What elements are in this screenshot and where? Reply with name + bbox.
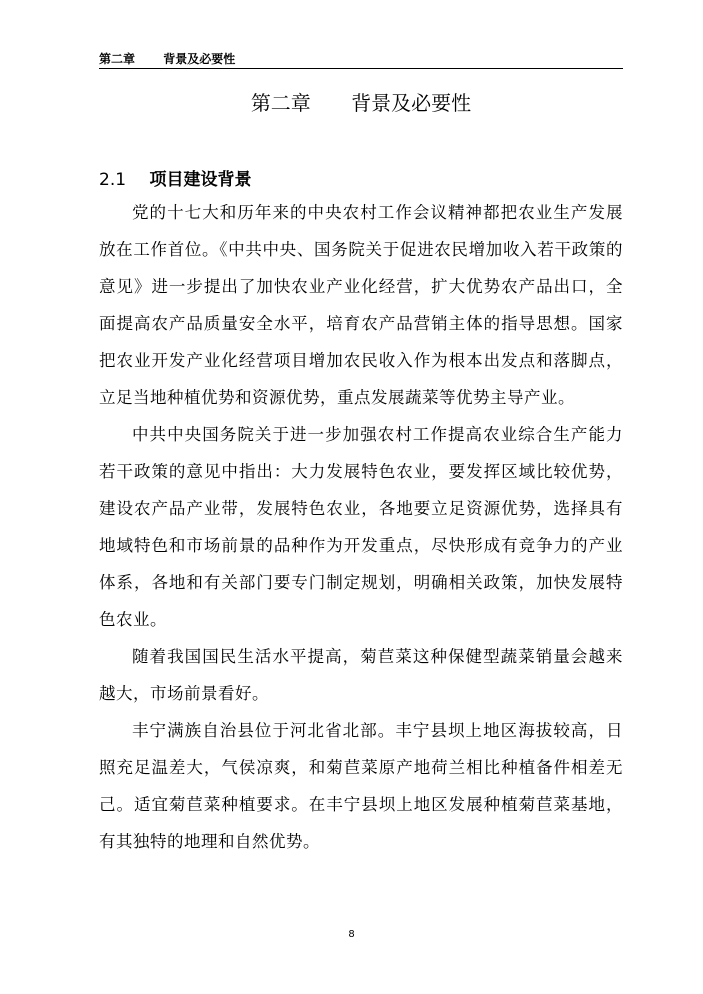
page-header xyxy=(99,50,623,69)
paragraph: 随着我国国民生活水平提高，菊苣菜这种保健型蔬菜销量会越来越大，市场前景看好。 xyxy=(99,647,623,703)
page-number: 8 xyxy=(348,929,355,940)
chapter-number: 第二章 xyxy=(250,91,311,115)
chapter-name: 背景及必要性 xyxy=(351,91,472,115)
paragraph: 丰宁满族自治县位于河北省北部。丰宁县坝上地区海拔较高，日照充足温差大，气侯凉爽，和菊苣菜原产地荷兰相比种植备件相差无己。适宜菊苣菜种植要求。在丰宁县坝上地区发展种植菊苣菜基地，有其独特的地理和自然优势。 xyxy=(99,721,623,851)
paragraph: 党的十七大和历年来的中央农村工作会议精神都把农业生产发展放在工作首位。《中共中央、国务院关于促进农民增加收入若干政策的意见》进一步提出了加快农业产业化经营，扩大优势农产品出口，全面提高农产品质量安全水平，培育农产品营销主体的指导思想。国家把农业开发产业化经营项目增加农民收入作为根本出发点和落脚点，立足当地种植优势和资源优势，重点发展蔬菜等优势主导产业。 xyxy=(99,203,623,407)
section-number: 2.1 xyxy=(99,170,127,190)
body-text xyxy=(99,194,623,860)
paragraph: 中共中央国务院关于进一步加强农村工作提高农业综合生产能力若干政策的意见中指出：大力发展特色农业，要发挥区域比较优势，建设农产品产业带，发展特色农业，各地要立足资源优势，选择具有地域特色和市场前景的品种作为开发重点，尽快形成有竞争力的产业体系，各地和有关部门要专门制定规划，明确相关政策，加快发展特色农业。 xyxy=(99,425,623,629)
header-title: 背景及必要性 xyxy=(163,52,236,66)
chapter-title xyxy=(99,88,623,118)
section-heading xyxy=(99,166,623,194)
section-title: 项目建设背景 xyxy=(149,170,252,190)
header-chapter: 第二章 xyxy=(99,52,136,66)
